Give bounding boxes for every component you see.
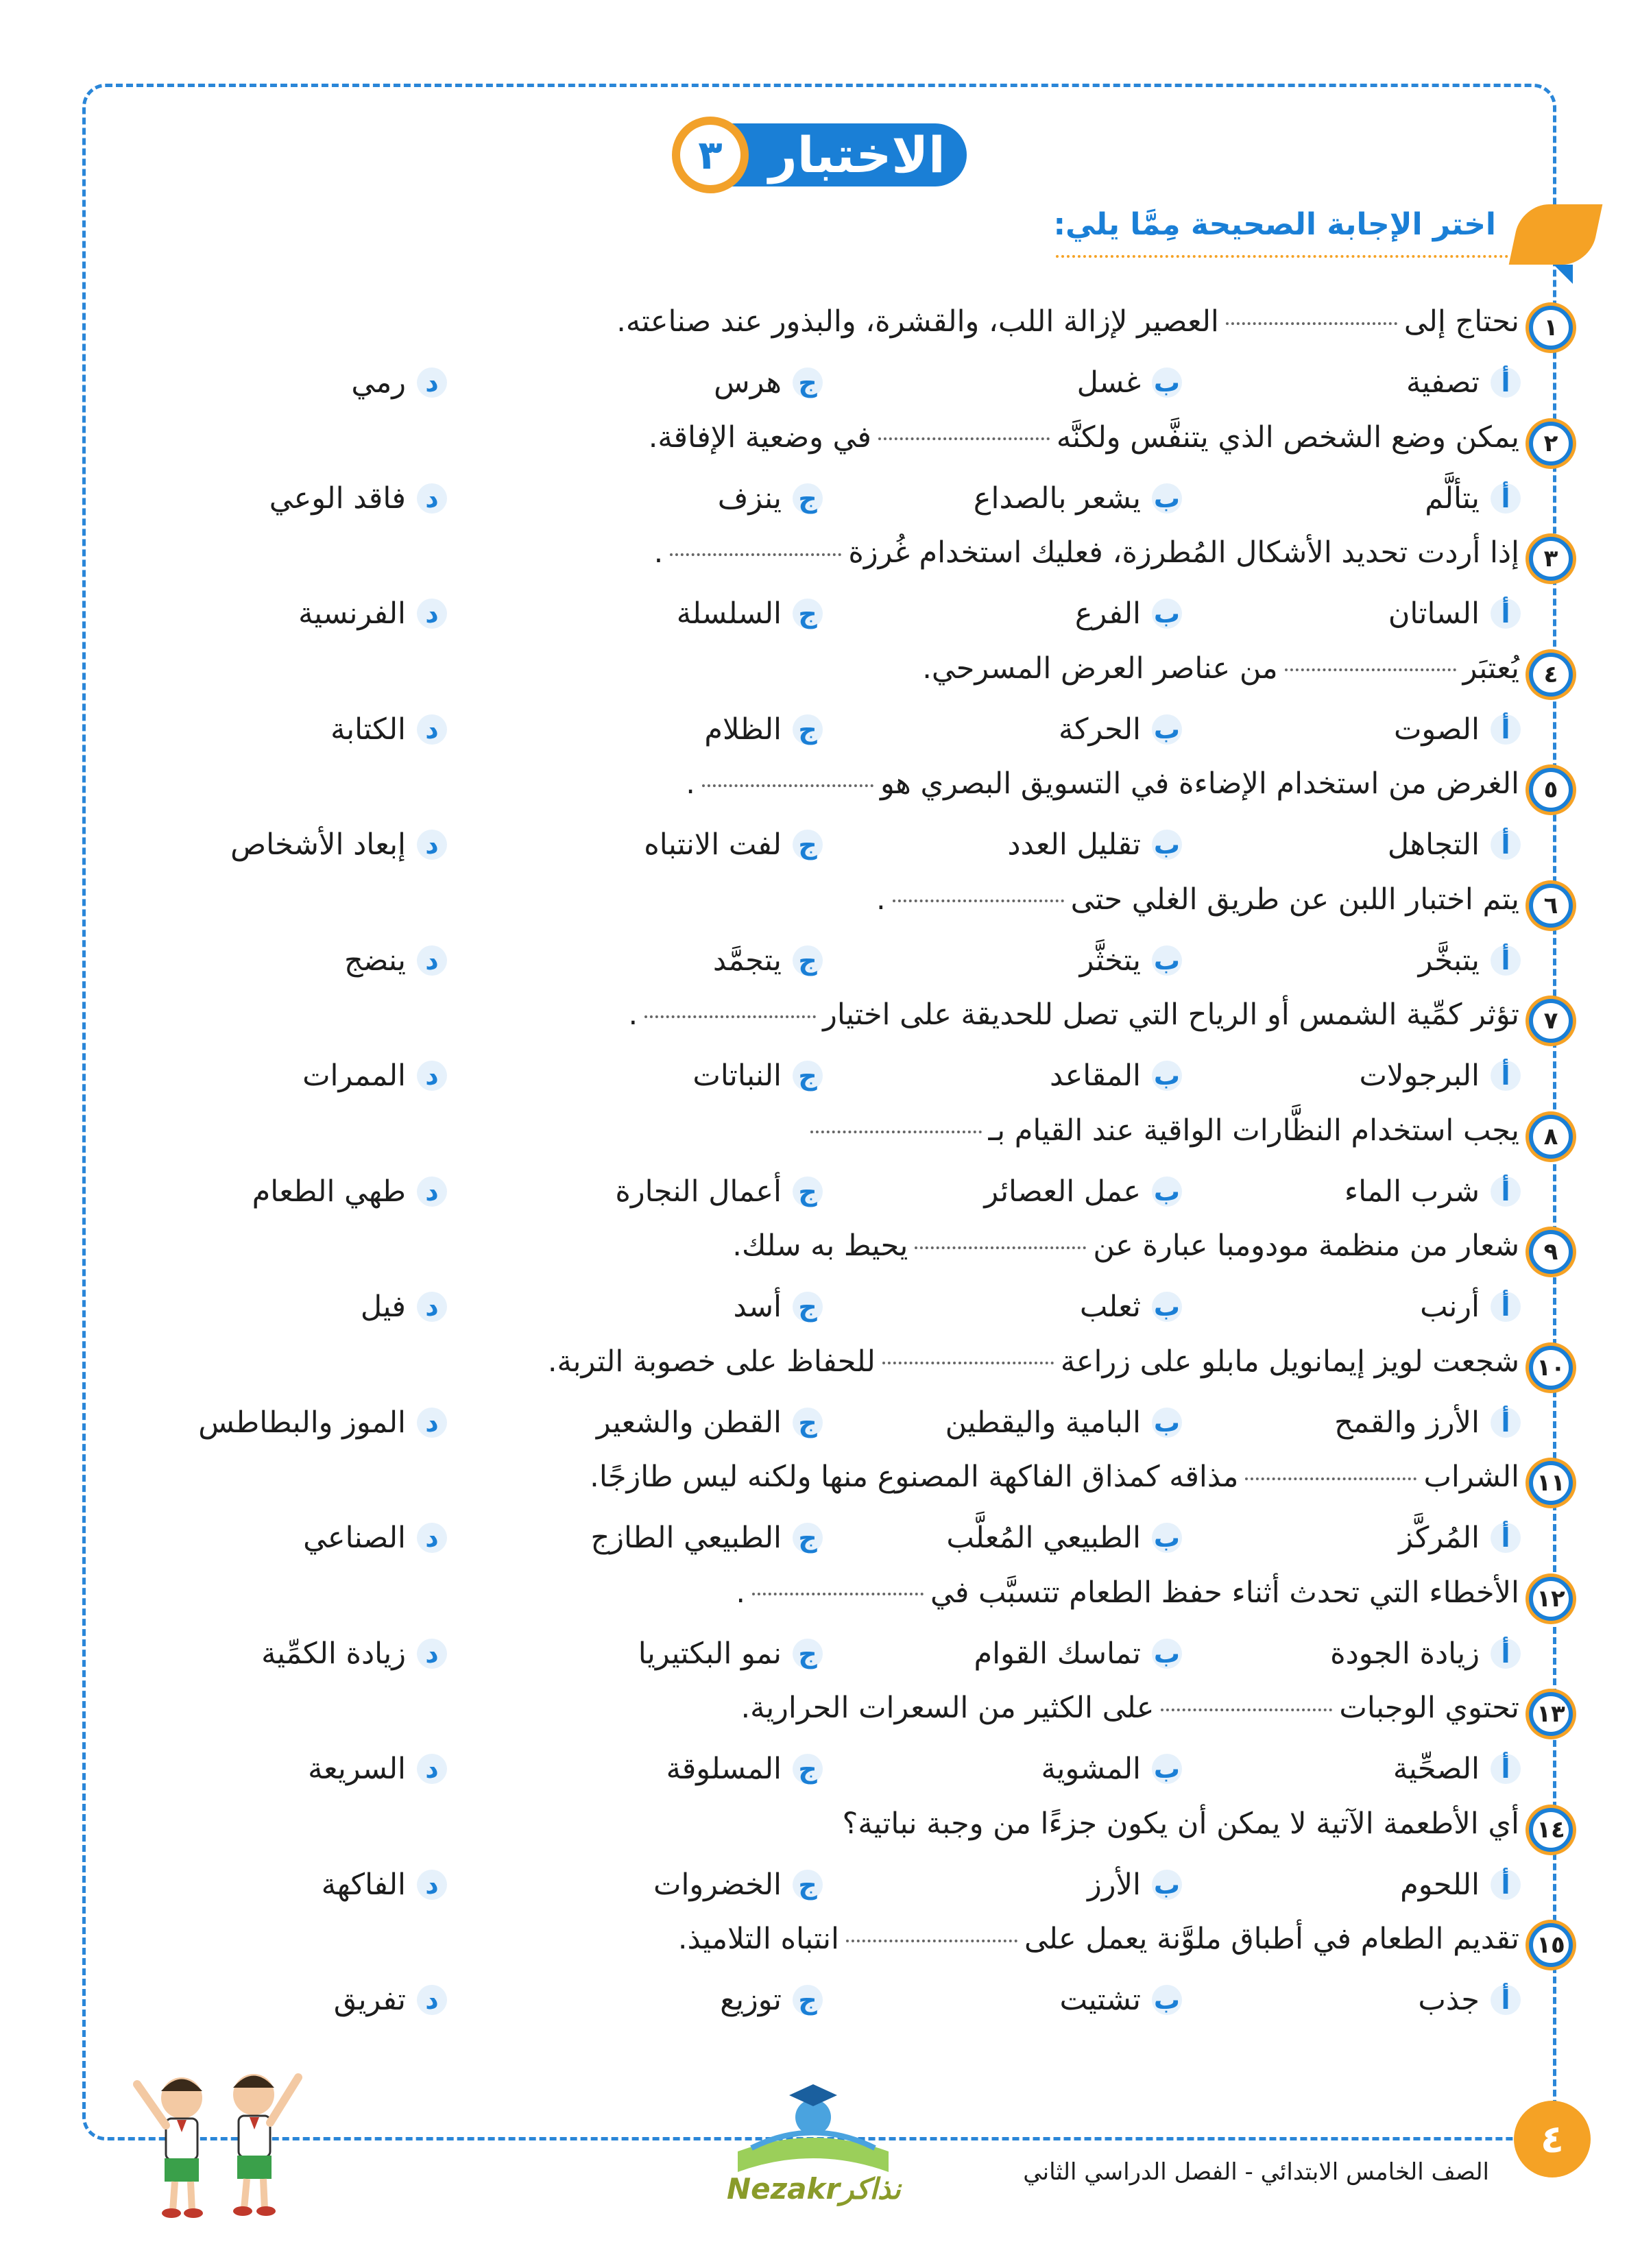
question-item: [0, 1338, 1640, 1453]
option-text: السلسلة: [676, 596, 782, 631]
option-text: الموز والبطاطس: [198, 1405, 406, 1440]
question-item: [0, 1800, 1640, 1915]
question-text: [736, 1576, 1519, 1610]
question-number: ١١: [1529, 1461, 1573, 1505]
option-text: الممرات: [302, 1059, 406, 1093]
question-text-after: للحفاظ على خصوبة التربة.: [547, 1344, 876, 1379]
option-text: الحركة: [1058, 712, 1141, 747]
page-number: ٤: [1540, 2116, 1565, 2162]
option-text: غسل: [1076, 365, 1141, 400]
answer-option[interactable]: [1087, 1864, 1182, 1905]
question-number: ١٢: [1529, 1577, 1573, 1621]
question-text: [876, 882, 1519, 917]
option-text: فيل: [360, 1290, 406, 1324]
option-text: السريعة: [308, 1752, 406, 1786]
option-letter: ج: [793, 714, 823, 745]
question-text: [804, 1113, 1519, 1148]
question-item: [0, 1569, 1640, 1684]
question-text-before: شجعت لويز إيمانويل مابلو على زراعة: [1060, 1344, 1519, 1379]
option-letter: ب: [1152, 367, 1182, 398]
option-letter: أ: [1491, 830, 1521, 860]
question-text-after: انتباه التلاميذ.: [677, 1922, 839, 1956]
option-letter: ب: [1152, 1061, 1182, 1091]
answer-option[interactable]: [591, 1517, 823, 1558]
answer-option[interactable]: [714, 362, 823, 403]
answer-blank: [1285, 668, 1456, 671]
question-text-before: الشراب: [1423, 1460, 1519, 1494]
question-text-before: تؤثر كمِّية الشمس أو الرياح التي تصل للحديقة على اختيار: [823, 998, 1519, 1032]
option-text: تماسك القوام: [974, 1636, 1141, 1671]
answer-option[interactable]: [1388, 824, 1521, 865]
exam-number: ٣: [698, 132, 723, 178]
option-text: الكتابة: [330, 712, 406, 747]
option-text: يتجمَّد: [712, 943, 782, 978]
option-letter: ب: [1152, 1754, 1182, 1784]
answer-option[interactable]: [1344, 1171, 1521, 1212]
option-letter: د: [417, 599, 447, 629]
answer-option[interactable]: [1420, 1286, 1521, 1327]
option-letter: ج: [793, 367, 823, 398]
question-item: [0, 991, 1640, 1106]
answer-option[interactable]: [261, 1633, 447, 1674]
footer-grade-text: الصف الخامس الابتدائي - الفصل الدراسي الثاني: [1023, 2158, 1489, 2186]
question-number: ٩: [1529, 1230, 1573, 1274]
option-letter: أ: [1491, 1292, 1521, 1322]
option-letter: ج: [793, 1639, 823, 1669]
option-letter: ج: [793, 483, 823, 514]
answer-option[interactable]: [1334, 1402, 1521, 1443]
option-letter: أ: [1491, 1061, 1521, 1091]
question-text-before: يمكن وضع الشخص الذي يتنفَّس ولكنَّه: [1056, 420, 1519, 455]
answer-option[interactable]: [1399, 1517, 1521, 1558]
option-text: اللحوم: [1400, 1867, 1480, 1902]
option-letter: ب: [1152, 945, 1182, 976]
question-text-after: في وضعية الإفاقة.: [648, 420, 871, 455]
option-text: زيادة الكمِّية: [261, 1636, 406, 1671]
question-number: ١: [1529, 306, 1573, 350]
question-text-before: يجب استخدام النظَّارات الواقية عند القيام بـ: [988, 1113, 1519, 1148]
option-letter: أ: [1491, 1754, 1521, 1784]
question-text-after: مذاقه كمذاق الفاكهة المصنوع منها ولكنه ليس طازجًا.: [590, 1460, 1239, 1494]
answer-option[interactable]: [198, 1402, 447, 1443]
question-item: [0, 1107, 1640, 1222]
question-item: [0, 876, 1640, 991]
answer-blank: [670, 553, 841, 556]
answer-blank: [1245, 1477, 1416, 1480]
option-letter: ج: [793, 1061, 823, 1091]
answer-option[interactable]: [252, 1171, 447, 1212]
answer-option[interactable]: [1419, 940, 1521, 981]
question-item: [0, 760, 1640, 875]
option-letter: د: [417, 1292, 447, 1322]
question-text-before: يُعتبَر: [1462, 651, 1519, 686]
logo-text: Nezakrنذاكر: [727, 2172, 901, 2206]
option-text: أرنب: [1420, 1290, 1480, 1324]
question-text-after: .: [686, 767, 695, 801]
option-letter: د: [417, 367, 447, 398]
option-letter: د: [417, 1408, 447, 1438]
answer-option[interactable]: [677, 593, 823, 634]
option-text: الفرع: [1074, 596, 1141, 631]
question-text-after: .: [876, 882, 886, 917]
option-letter: ب: [1152, 1985, 1182, 2015]
instruction-underline: [1056, 255, 1508, 258]
question-number: ٥: [1529, 768, 1573, 812]
option-letter: ج: [793, 945, 823, 976]
question-number: ٣: [1529, 537, 1573, 581]
exam-number-badge: [672, 117, 749, 193]
answer-option[interactable]: [596, 1402, 823, 1443]
option-letter: د: [417, 483, 447, 514]
question-text-after: .: [736, 1575, 745, 1610]
option-letter: أ: [1491, 1639, 1521, 1669]
option-letter: ج: [793, 1870, 823, 1900]
answer-option[interactable]: [298, 593, 447, 634]
question-text-before: إذا أردت تحديد الأشكال المُطرزة، فعليك استخدام غُرزة: [848, 535, 1519, 570]
option-letter: أ: [1491, 714, 1521, 745]
option-text: البامية واليقطين: [945, 1405, 1141, 1440]
option-letter: أ: [1491, 1523, 1521, 1553]
option-letter: أ: [1491, 1408, 1521, 1438]
question-text-before: أي الأطعمة الآتية لا يمكن أن يكون جزءًا من وجبة نباتية؟: [842, 1806, 1519, 1841]
answer-option[interactable]: [308, 1748, 447, 1789]
option-text: الطبيعي المُعلَّب: [946, 1521, 1141, 1555]
answer-blank: [1161, 1709, 1332, 1711]
option-text: إبعاد الأشخاص: [230, 828, 406, 862]
answer-option[interactable]: [1359, 1055, 1521, 1096]
answer-option[interactable]: [692, 1055, 823, 1096]
option-text: المقاعد: [1050, 1059, 1141, 1093]
answer-option[interactable]: [974, 1633, 1182, 1674]
answer-option[interactable]: [946, 1517, 1182, 1558]
question-item: [0, 1453, 1640, 1568]
answer-option[interactable]: [330, 709, 447, 750]
answer-option[interactable]: [322, 1864, 447, 1905]
option-letter: ب: [1152, 1408, 1182, 1438]
option-text: جذب: [1418, 1983, 1480, 2017]
option-text: طهي الطعام: [252, 1174, 406, 1209]
option-letter: د: [417, 1985, 447, 2015]
answer-option[interactable]: [302, 1055, 447, 1096]
answer-blank: [882, 1362, 1054, 1364]
option-letter: د: [417, 1639, 447, 1669]
question-text-after: يحيط به سلك.: [732, 1229, 908, 1263]
option-letter: ج: [793, 1523, 823, 1553]
question-number: ١٠: [1529, 1346, 1573, 1390]
option-text: الفرنسية: [298, 596, 406, 631]
option-text: أعمال النجارة: [615, 1174, 782, 1209]
option-letter: أ: [1491, 945, 1521, 976]
question-text-before: تقديم الطعام في أطباق ملوَّنة يعمل على: [1024, 1922, 1519, 1956]
question-number: ١٥: [1529, 1923, 1573, 1967]
option-letter: ج: [793, 1292, 823, 1322]
option-text: المسلوقة: [666, 1752, 782, 1786]
answer-option[interactable]: [334, 1979, 447, 2020]
option-letter: د: [417, 830, 447, 860]
option-letter: ج: [793, 1754, 823, 1784]
answer-blank: [702, 784, 873, 787]
option-letter: ج: [793, 1408, 823, 1438]
question-text-before: نحتاج إلى: [1403, 304, 1519, 339]
question-item: [0, 1915, 1640, 2030]
instruction-fold-icon: [1554, 265, 1573, 284]
option-text: لفت الانتباه: [644, 828, 782, 862]
option-text: المُركَّز: [1399, 1521, 1480, 1555]
answer-option[interactable]: [230, 824, 447, 865]
answer-option[interactable]: [1425, 478, 1521, 519]
answer-option[interactable]: [644, 824, 823, 865]
answer-option[interactable]: [1059, 709, 1182, 750]
option-letter: ج: [793, 1985, 823, 2015]
option-text: تفريق: [333, 1983, 406, 2017]
option-letter: د: [417, 1523, 447, 1553]
question-text: [843, 1807, 1519, 1841]
option-text: ينزف: [717, 481, 782, 516]
question-text-after: من عناصر العرض المسرحي.: [922, 651, 1278, 686]
option-letter: د: [417, 1177, 447, 1207]
answer-option[interactable]: [720, 1979, 823, 2020]
answer-option[interactable]: [344, 940, 447, 981]
answer-blank: [1226, 322, 1397, 325]
option-text: شرب الماء: [1344, 1174, 1480, 1209]
option-letter: ج: [793, 830, 823, 860]
question-item: [0, 298, 1640, 413]
option-text: الصوت: [1393, 712, 1480, 747]
option-letter: د: [417, 1754, 447, 1784]
option-text: رمي: [351, 365, 406, 400]
option-letter: أ: [1491, 1985, 1521, 2015]
question-number: ٦: [1529, 884, 1573, 928]
option-letter: ب: [1152, 1177, 1182, 1207]
answer-option[interactable]: [1007, 824, 1182, 865]
answer-option[interactable]: [1041, 1748, 1182, 1789]
kids-illustration-icon: [123, 2064, 309, 2221]
option-text: الأرز: [1087, 1867, 1141, 1902]
answer-option[interactable]: [269, 478, 447, 519]
answer-option[interactable]: [1075, 593, 1182, 634]
option-text: الفاكهة: [321, 1867, 406, 1902]
option-text: ثعلب: [1079, 1290, 1141, 1324]
option-letter: ب: [1152, 483, 1182, 514]
option-text: توزيع: [720, 1983, 782, 2017]
answer-blank: [878, 437, 1050, 440]
option-letter: أ: [1491, 483, 1521, 514]
question-number: ٨: [1529, 1115, 1573, 1159]
option-text: المشوية: [1041, 1752, 1141, 1786]
option-text: تصفية: [1406, 365, 1480, 400]
page-number-badge: [1514, 2101, 1591, 2177]
answer-option[interactable]: [945, 1402, 1182, 1443]
instruction-heading: اختر الإجابة الصحيحة مِمَّا يلي:: [1053, 207, 1496, 242]
answer-option[interactable]: [1059, 1979, 1182, 2020]
option-letter: د: [417, 1061, 447, 1091]
option-letter: ج: [793, 599, 823, 629]
answer-option[interactable]: [1388, 593, 1521, 634]
answer-option[interactable]: [638, 1633, 823, 1674]
option-text: ينضج: [344, 943, 406, 978]
answer-blank: [644, 1015, 816, 1018]
answer-option[interactable]: [1050, 1055, 1182, 1096]
question-item: [0, 644, 1640, 760]
question-text-before: تحتوي الوجبات: [1339, 1691, 1519, 1725]
answer-option[interactable]: [1394, 709, 1521, 750]
answer-option[interactable]: [615, 1171, 823, 1212]
option-text: الخضروات: [653, 1867, 782, 1902]
answer-option[interactable]: [713, 940, 823, 981]
answer-blank: [752, 1593, 924, 1595]
option-letter: أ: [1491, 367, 1521, 398]
option-text: الطبيعي الطازج: [590, 1521, 782, 1555]
answer-option[interactable]: [984, 1171, 1182, 1212]
answer-blank: [915, 1246, 1086, 1249]
option-letter: ب: [1152, 599, 1182, 629]
question-text: [732, 1229, 1519, 1263]
question-item: [0, 1222, 1640, 1337]
answer-option[interactable]: [1393, 1748, 1521, 1789]
option-letter: ج: [793, 1177, 823, 1207]
question-item: [0, 413, 1640, 529]
option-text: تقليل العدد: [1007, 828, 1141, 862]
answer-option[interactable]: [351, 362, 447, 403]
answer-option[interactable]: [666, 1748, 823, 1789]
option-text: الساتان: [1388, 596, 1480, 631]
option-letter: ب: [1152, 714, 1182, 745]
question-text: [616, 304, 1519, 339]
option-text: البرجولات: [1359, 1059, 1480, 1093]
option-letter: ب: [1152, 1639, 1182, 1669]
option-text: يتبخَّر: [1418, 943, 1480, 978]
question-item: [0, 529, 1640, 644]
question-text: [548, 1344, 1519, 1379]
answer-option[interactable]: [1418, 1979, 1521, 2020]
answer-option[interactable]: [1080, 940, 1182, 981]
exam-title-text: الاختبار: [769, 126, 945, 184]
answer-option[interactable]: [1406, 362, 1521, 403]
option-text: تشتيت: [1059, 1983, 1141, 2017]
option-text: زيادة الجودة: [1330, 1636, 1480, 1671]
question-text: [686, 767, 1519, 801]
option-letter: د: [417, 945, 447, 976]
option-letter: أ: [1491, 599, 1521, 629]
question-text: [649, 420, 1519, 455]
question-item: [0, 1684, 1640, 1799]
answer-blank: [893, 900, 1064, 902]
question-number: ٤: [1529, 653, 1573, 697]
question-text-before: شعار من منظمة مودومبا عبارة عن: [1093, 1229, 1519, 1263]
option-letter: ب: [1152, 1292, 1182, 1322]
option-letter: ب: [1152, 1523, 1182, 1553]
question-text-after: .: [628, 998, 638, 1032]
answer-option[interactable]: [1400, 1864, 1521, 1905]
option-letter: ب: [1152, 1870, 1182, 1900]
question-number: ٢: [1529, 422, 1573, 466]
option-letter: د: [417, 714, 447, 745]
option-letter: أ: [1491, 1177, 1521, 1207]
option-text: الأرز والقمح: [1334, 1405, 1480, 1440]
answer-blank: [846, 1940, 1017, 1942]
question-text-after: .: [653, 535, 664, 570]
option-text: عمل العصائر: [984, 1174, 1141, 1209]
option-text: فاقد الوعي: [269, 481, 406, 516]
question-text-after: على الكثير من السعرات الحرارية.: [740, 1691, 1155, 1725]
answer-option[interactable]: [1077, 362, 1182, 403]
answer-option[interactable]: [653, 1864, 823, 1905]
option-letter: ب: [1152, 830, 1182, 860]
question-number: ٧: [1529, 999, 1573, 1043]
answer-option[interactable]: [303, 1517, 447, 1558]
answer-option[interactable]: [974, 478, 1182, 519]
option-text: الظلام: [704, 712, 782, 747]
option-text: التجاهل: [1387, 828, 1480, 862]
option-text: القطن والشعير: [596, 1405, 782, 1440]
option-text: الصناعي: [303, 1521, 406, 1555]
question-text-before: الغرض من استخدام الإضاءة في التسويق البصري هو: [880, 767, 1519, 801]
option-letter: د: [417, 1870, 447, 1900]
answer-option[interactable]: [704, 709, 823, 750]
option-letter: أ: [1491, 1870, 1521, 1900]
question-text: [628, 998, 1519, 1032]
answer-blank: [810, 1131, 982, 1133]
question-text: [654, 535, 1519, 570]
option-text: يشعر بالصداع: [973, 481, 1141, 516]
question-text: [678, 1922, 1519, 1956]
question-text: [740, 1691, 1519, 1725]
answer-option[interactable]: [1080, 1286, 1182, 1327]
answer-option[interactable]: [361, 1286, 447, 1327]
option-text: أسد: [733, 1290, 782, 1324]
option-text: هرس: [714, 365, 782, 400]
question-text: [590, 1460, 1519, 1494]
question-text-before: يتم اختبار اللبن عن طريق الغلي حتى: [1070, 882, 1519, 917]
question-text-after: العصير لإزالة اللب، والقشرة، والبذور عند صناعته.: [616, 304, 1219, 339]
option-text: الصحِّية: [1392, 1752, 1480, 1786]
option-text: يتخثَّر: [1079, 943, 1141, 978]
option-text: يتألَّم: [1425, 481, 1480, 516]
option-text: النباتات: [692, 1059, 782, 1093]
answer-option[interactable]: [1330, 1633, 1521, 1674]
answer-option[interactable]: [718, 478, 823, 519]
question-number: ١٤: [1529, 1808, 1573, 1852]
option-text: نمو البكتيريا: [638, 1636, 782, 1671]
question-text: [922, 651, 1519, 686]
question-text-before: الأخطاء التي تحدث أثناء حفظ الطعام تتسبَّب في: [930, 1575, 1519, 1610]
answer-option[interactable]: [733, 1286, 823, 1327]
question-number: ١٣: [1529, 1692, 1573, 1736]
